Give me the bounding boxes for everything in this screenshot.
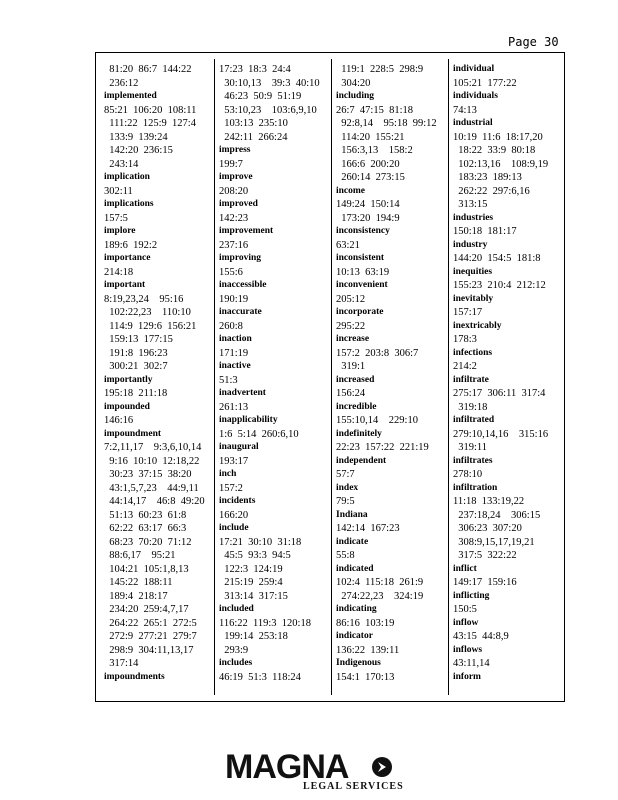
- index-term: including: [336, 91, 375, 101]
- index-reference: 166:6 200:20: [336, 158, 400, 170]
- index-reference: 88:6,17 95:21: [104, 550, 176, 561]
- index-reference: 22:23 157:22 221:19: [336, 442, 429, 453]
- index-reference: 142:20 236:15: [104, 145, 173, 156]
- index-term: individuals: [453, 91, 498, 101]
- index-reference: 190:19: [219, 293, 249, 305]
- magna-logo: [225, 748, 404, 792]
- index-reference: 171:19: [219, 347, 249, 359]
- index-term: impress: [219, 145, 251, 155]
- index-reference: 103:13 235:10: [219, 118, 288, 129]
- index-reference: 317:5 322:22: [453, 550, 517, 561]
- index-reference: 81:20 86:7 144:22: [104, 64, 192, 75]
- index-term: increased: [336, 374, 375, 385]
- index-reference: 62:22 63:17 66:3: [104, 523, 187, 534]
- index-reference: 102:4 115:18 261:9: [336, 577, 424, 588]
- index-term: inaction: [219, 334, 252, 344]
- index-reference: 189:6 192:2: [104, 239, 158, 251]
- index-term: incidents: [219, 496, 256, 506]
- index-term: impoundments: [104, 671, 165, 682]
- index-term: improved: [219, 199, 258, 209]
- index-reference: 178:3: [453, 334, 477, 345]
- index-reference: 51:13 60:23 61:8: [104, 509, 187, 521]
- index-term: industry: [453, 239, 488, 250]
- index-reference: 144:20 154:5 181:8: [453, 253, 541, 264]
- index-term: inconvenient: [336, 280, 388, 290]
- index-term: implemented: [104, 91, 157, 101]
- index-reference: 274:22,23 324:19: [336, 590, 424, 602]
- index-term: increase: [336, 334, 370, 344]
- column-divider: [331, 59, 332, 695]
- index-reference: 157:5: [104, 212, 128, 224]
- index-term: indicator: [336, 631, 373, 641]
- index-term: independent: [336, 455, 387, 466]
- index-reference: 199:14 253:18: [219, 631, 288, 642]
- index-term: inflow: [453, 617, 479, 628]
- index-term: inflict: [453, 563, 477, 574]
- index-term: Indiana: [336, 509, 368, 520]
- index-reference: 7:2,11,17 9:3,6,10,14: [104, 442, 202, 453]
- index-reference: 136:22 139:11: [336, 644, 400, 656]
- index-column-2: [219, 63, 329, 693]
- index-term: improve: [219, 172, 253, 182]
- index-reference: 189:4 218:17: [104, 590, 168, 602]
- index-term: infiltrate: [453, 374, 489, 385]
- arrow-circle-icon: [371, 756, 393, 778]
- index-reference: 302:11: [104, 185, 133, 197]
- index-term: impoundment: [104, 428, 162, 439]
- index-term: incredible: [336, 401, 377, 412]
- index-reference: 317:14: [104, 658, 139, 669]
- index-term: individual: [453, 64, 495, 74]
- index-reference: 199:7: [219, 158, 243, 170]
- index-reference: 26:7 47:15 81:18: [336, 104, 414, 116]
- index-reference: 85:21 106:20 108:11: [104, 104, 197, 116]
- index-reference: 142:14 167:23: [336, 523, 400, 534]
- index-reference: 295:22: [336, 320, 366, 332]
- index-reference: 111:22 125:9 127:4: [104, 118, 196, 129]
- index-reference: 114:20 155:21: [336, 131, 405, 143]
- index-term: inextricably: [453, 320, 502, 331]
- index-term: inconsistent: [336, 253, 385, 263]
- index-reference: 63:21: [336, 239, 360, 251]
- index-term: includes: [219, 658, 253, 668]
- index-reference: 157:2: [219, 482, 243, 494]
- index-reference: 159:13 177:15: [104, 334, 173, 345]
- index-reference: 278:10: [453, 469, 483, 480]
- index-reference: 260:14 273:15: [336, 172, 405, 183]
- index-reference: 279:10,14,16 315:16: [453, 428, 549, 440]
- index-term: improvement: [219, 226, 274, 236]
- index-reference: 191:8 196:23: [104, 347, 168, 359]
- index-term: importance: [104, 253, 151, 263]
- index-reference: 150:18 181:17: [453, 226, 517, 237]
- index-reference: 10:13 63:19: [336, 266, 390, 278]
- index-term: infections: [453, 347, 493, 358]
- index-reference: 264:22 265:1 272:5: [104, 617, 197, 629]
- index-reference: 105:21 177:22: [453, 77, 517, 89]
- page-number: Page 30: [508, 35, 559, 49]
- index-reference: 45:5 93:3 94:5: [219, 550, 291, 561]
- index-term: inapplicability: [219, 415, 278, 425]
- index-reference: 17:21 30:10 31:18: [219, 536, 302, 548]
- index-reference: 319:1: [336, 361, 366, 372]
- index-reference: 308:9,15,17,19,21: [453, 536, 535, 548]
- index-term: income: [336, 185, 366, 196]
- index-reference: 214:18: [104, 266, 134, 278]
- index-reference: 122:3 124:19: [219, 563, 283, 575]
- logo-wordmark: MAGNA: [225, 748, 349, 786]
- index-term: inaugural: [219, 442, 259, 452]
- index-reference: 157:2 203:8 306:7: [336, 347, 419, 359]
- index-term: implore: [104, 226, 136, 236]
- index-reference: 102:22,23 110:10: [104, 307, 191, 318]
- index-reference: 304:20: [336, 77, 371, 89]
- index-reference: 9:16 10:10 12:18,22: [104, 455, 200, 467]
- index-term: important: [104, 280, 146, 290]
- index-term: inevitably: [453, 293, 494, 304]
- index-reference: 234:20 259:4,7,17: [104, 604, 189, 615]
- index-term: include: [219, 523, 249, 533]
- index-reference: 262:22 297:6,16: [453, 185, 530, 197]
- index-reference: 46:19 51:3 118:24: [219, 671, 301, 683]
- index-reference: 30:23 37:15 38:20: [104, 469, 192, 480]
- index-reference: 275:17 306:11 317:4: [453, 388, 546, 399]
- index-reference: 1:6 5:14 260:6,10: [219, 428, 299, 440]
- index-reference: 313:14 317:15: [219, 590, 288, 602]
- index-term: included: [219, 604, 254, 614]
- index-reference: 155:10,14 229:10: [336, 415, 418, 426]
- index-reference: 313:15: [453, 199, 488, 210]
- index-term: inflicting: [453, 590, 490, 601]
- index-reference: 43:1,5,7,23 44:9,11: [104, 482, 199, 494]
- index-column-4: [453, 63, 563, 693]
- index-reference: 119:1 228:5 298:9: [336, 64, 424, 75]
- column-divider: [214, 59, 215, 695]
- index-reference: 166:20: [219, 509, 249, 521]
- index-column-3: [336, 63, 446, 693]
- index-term: industries: [453, 212, 494, 223]
- index-reference: 44:14,17 46:8 49:20: [104, 496, 205, 507]
- index-reference: 157:17: [453, 307, 483, 318]
- index-reference: 104:21 105:1,8,13: [104, 563, 189, 575]
- index-frame: [95, 52, 565, 702]
- index-column-1: [104, 63, 212, 693]
- index-term: inch: [219, 469, 237, 479]
- index-term: infiltrates: [453, 455, 493, 466]
- index-term: importantly: [104, 374, 153, 385]
- index-reference: 8:19,23,24 95:16: [104, 293, 184, 305]
- index-reference: 149:17 159:16: [453, 577, 517, 588]
- index-reference: 173:20 194:9: [336, 212, 400, 224]
- column-divider: [448, 59, 449, 695]
- index-reference: 260:8: [219, 320, 243, 332]
- index-reference: 155:6: [219, 266, 243, 278]
- index-term: indefinitely: [336, 428, 382, 439]
- index-term: infiltration: [453, 482, 498, 493]
- index-term: impounded: [104, 401, 150, 412]
- index-term: inconsistency: [336, 226, 390, 236]
- index-reference: 146:16: [104, 415, 134, 426]
- index-term: index: [336, 482, 359, 493]
- index-reference: 208:20: [219, 185, 249, 197]
- index-reference: 133:9 139:24: [104, 131, 168, 143]
- index-reference: 319:18: [453, 401, 488, 413]
- index-reference: 68:23 70:20 71:12: [104, 536, 192, 548]
- index-reference: 51:3: [219, 374, 238, 386]
- index-reference: 205:12: [336, 293, 366, 305]
- index-reference: 293:9: [219, 644, 249, 656]
- index-reference: 79:5: [336, 496, 355, 507]
- index-reference: 214:2: [453, 361, 477, 372]
- index-reference: 237:16: [219, 239, 249, 251]
- index-reference: 43:15 44:8,9: [453, 631, 509, 642]
- index-reference: 145:22 188:11: [104, 577, 173, 588]
- index-reference: 11:18 133:19,22: [453, 496, 525, 507]
- index-term: industrial: [453, 118, 493, 128]
- index-reference: 298:9 304:11,13,17: [104, 644, 194, 656]
- index-reference: 154:1 170:13: [336, 671, 395, 683]
- index-term: improving: [219, 253, 262, 263]
- index-reference: 102:13,16 108:9,19: [453, 158, 549, 170]
- index-reference: 150:5: [453, 604, 477, 615]
- index-reference: 155:23 210:4 212:12: [453, 280, 546, 291]
- index-reference: 43:11,14: [453, 658, 490, 669]
- index-reference: 17:23 18:3 24:4: [219, 64, 291, 75]
- index-reference: 55:8: [336, 550, 355, 561]
- index-reference: 57:7: [336, 469, 355, 480]
- index-reference: 261:13: [219, 401, 249, 413]
- index-term: inadvertent: [219, 388, 266, 398]
- index-reference: 195:18 211:18: [104, 388, 168, 399]
- index-term: Indigenous: [336, 658, 381, 668]
- index-reference: 74:13: [453, 104, 477, 116]
- index-term: implications: [104, 199, 154, 209]
- index-reference: 18:22 33:9 80:18: [453, 145, 536, 156]
- index-reference: 306:23 307:20: [453, 523, 522, 534]
- index-reference: 114:9 129:6 156:21: [104, 320, 197, 332]
- index-term: incorporate: [336, 307, 384, 317]
- index-reference: 46:23 50:9 51:19: [219, 91, 302, 102]
- index-reference: 30:10,13 39:3 40:10: [219, 77, 320, 89]
- index-reference: 183:23 189:13: [453, 172, 522, 183]
- logo-tagline: LEGAL SERVICES: [303, 781, 404, 792]
- index-reference: 53:10,23 103:6,9,10: [219, 104, 317, 116]
- index-reference: 86:16 103:19: [336, 617, 395, 629]
- index-term: inform: [453, 671, 481, 682]
- index-reference: 156:3,13 158:2: [336, 145, 413, 156]
- index-reference: 215:19 259:4: [219, 577, 283, 588]
- index-term: inequities: [453, 266, 493, 277]
- index-reference: 237:18,24 306:15: [453, 509, 541, 521]
- index-term: inactive: [219, 361, 251, 371]
- index-reference: 149:24 150:14: [336, 199, 400, 210]
- index-term: implication: [104, 172, 150, 182]
- index-reference: 116:22 119:3 120:18: [219, 617, 311, 629]
- index-term: indicating: [336, 604, 377, 614]
- index-term: indicated: [336, 563, 374, 574]
- index-reference: 272:9 277:21 279:7: [104, 631, 197, 642]
- index-term: inaccurate: [219, 307, 262, 317]
- index-reference: 243:14: [104, 158, 139, 170]
- index-reference: 142:23: [219, 212, 249, 224]
- index-term: indicate: [336, 536, 369, 547]
- index-reference: 92:8,14 95:18 99:12: [336, 118, 437, 129]
- index-term: infiltrated: [453, 415, 495, 425]
- index-reference: 319:11: [453, 442, 488, 453]
- index-term: inaccessible: [219, 280, 267, 290]
- index-reference: 300:21 302:7: [104, 361, 168, 372]
- index-reference: 193:17: [219, 455, 249, 467]
- index-reference: 236:12: [104, 77, 139, 89]
- index-reference: 156:24: [336, 388, 366, 399]
- index-reference: 242:11 266:24: [219, 131, 288, 143]
- index-term: inflows: [453, 644, 483, 655]
- index-reference: 10:19 11:6 18:17,20: [453, 131, 543, 143]
